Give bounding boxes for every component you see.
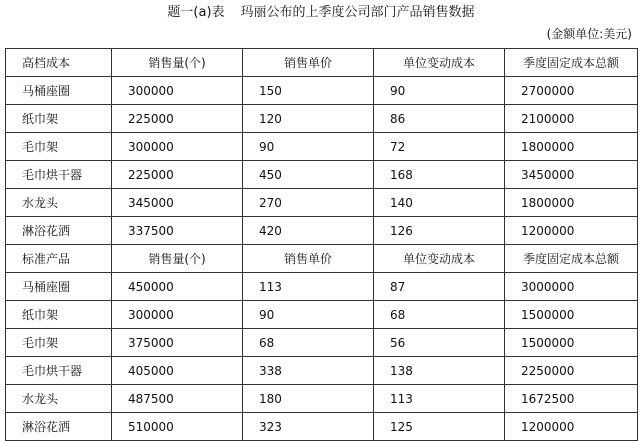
- table-row: [6, 161, 638, 189]
- quarterly-fixed-cost: 1500000: [505, 329, 638, 357]
- document-title: [0, 4, 642, 22]
- quarterly-fixed-cost: 2100000: [505, 105, 638, 133]
- unit-variable-cost: 86: [374, 105, 505, 133]
- table-caption: 玛丽公布的上季度公司部门产品销售数据: [240, 5, 475, 20]
- sales-volume: 450000: [112, 273, 243, 301]
- unit-price: 68: [243, 329, 374, 357]
- sales-volume: 337500: [112, 217, 243, 245]
- unit-price: 150: [243, 77, 374, 105]
- table-row: [6, 273, 638, 301]
- product-name: 毛巾烘干器: [6, 357, 112, 385]
- sales-volume: 225000: [112, 105, 243, 133]
- unit-variable-cost: 125: [374, 413, 505, 441]
- product-name: 水龙头: [6, 385, 112, 413]
- unit-variable-cost: 72: [374, 133, 505, 161]
- table-row: [6, 357, 638, 385]
- table-row: [6, 413, 638, 441]
- sales-volume: 300000: [112, 133, 243, 161]
- unit-variable-cost: 126: [374, 217, 505, 245]
- quarterly-fixed-cost: 3000000: [505, 273, 638, 301]
- unit-price: 420: [243, 217, 374, 245]
- section-title: 标准产品: [6, 245, 112, 273]
- product-name: 毛巾架: [6, 329, 112, 357]
- sales-volume: 375000: [112, 329, 243, 357]
- table-number: 题一(a)表: [167, 5, 225, 20]
- sales-volume: 487500: [112, 385, 243, 413]
- quarterly-fixed-cost: 1672500: [505, 385, 638, 413]
- table-row: [6, 217, 638, 245]
- table-row: [6, 189, 638, 217]
- unit-variable-cost: 140: [374, 189, 505, 217]
- product-name: 水龙头: [6, 189, 112, 217]
- sales-volume: 345000: [112, 189, 243, 217]
- product-name: 淋浴花洒: [6, 413, 112, 441]
- table-row: [6, 329, 638, 357]
- product-name: 毛巾架: [6, 133, 112, 161]
- product-name: 淋浴花洒: [6, 217, 112, 245]
- product-name: 纸巾架: [6, 105, 112, 133]
- unit-variable-cost: 113: [374, 385, 505, 413]
- sales-data-table: [5, 48, 638, 441]
- sales-volume: 405000: [112, 357, 243, 385]
- unit-variable-cost: 90: [374, 77, 505, 105]
- unit-price: 180: [243, 385, 374, 413]
- quarterly-fixed-cost: 2700000: [505, 77, 638, 105]
- quarterly-fixed-cost: 2250000: [505, 357, 638, 385]
- column-header-unit-variable-cost: 单位变动成本: [374, 245, 505, 273]
- unit-price: 90: [243, 133, 374, 161]
- section-header-row: [6, 245, 638, 273]
- product-name: 马桶座圈: [6, 273, 112, 301]
- quarterly-fixed-cost: 1200000: [505, 217, 638, 245]
- sales-volume: 300000: [112, 77, 243, 105]
- column-header-quarterly-fixed-cost: 季度固定成本总额: [505, 245, 638, 273]
- quarterly-fixed-cost: 3450000: [505, 161, 638, 189]
- section-header-row: [6, 49, 638, 77]
- unit-price: 270: [243, 189, 374, 217]
- column-header-unit-price: 销售单价: [243, 49, 374, 77]
- product-name: 马桶座圈: [6, 77, 112, 105]
- table-row: [6, 105, 638, 133]
- sales-volume: 225000: [112, 161, 243, 189]
- table-row: [6, 385, 638, 413]
- table-row: [6, 301, 638, 329]
- column-header-unit-variable-cost: 单位变动成本: [374, 49, 505, 77]
- column-header-unit-price: 销售单价: [243, 245, 374, 273]
- quarterly-fixed-cost: 1200000: [505, 413, 638, 441]
- product-name: 毛巾烘干器: [6, 161, 112, 189]
- unit-price: 338: [243, 357, 374, 385]
- unit-variable-cost: 138: [374, 357, 505, 385]
- unit-variable-cost: 87: [374, 273, 505, 301]
- table-row: [6, 77, 638, 105]
- column-header-sales-volume: 销售量(个): [112, 49, 243, 77]
- quarterly-fixed-cost: 1800000: [505, 189, 638, 217]
- unit-price: 113: [243, 273, 374, 301]
- section-title: 高档成本: [6, 49, 112, 77]
- unit-price: 323: [243, 413, 374, 441]
- quarterly-fixed-cost: 1800000: [505, 133, 638, 161]
- quarterly-fixed-cost: 1500000: [505, 301, 638, 329]
- unit-price: 450: [243, 161, 374, 189]
- table-row: [6, 133, 638, 161]
- unit-variable-cost: 56: [374, 329, 505, 357]
- product-name: 纸巾架: [6, 301, 112, 329]
- unit-price: 120: [243, 105, 374, 133]
- unit-note: (金额单位:美元): [546, 27, 632, 41]
- sales-volume: 300000: [112, 301, 243, 329]
- unit-price: 90: [243, 301, 374, 329]
- unit-variable-cost: 168: [374, 161, 505, 189]
- sales-volume: 510000: [112, 413, 243, 441]
- column-header-quarterly-fixed-cost: 季度固定成本总额: [505, 49, 638, 77]
- column-header-sales-volume: 销售量(个): [112, 245, 243, 273]
- unit-variable-cost: 68: [374, 301, 505, 329]
